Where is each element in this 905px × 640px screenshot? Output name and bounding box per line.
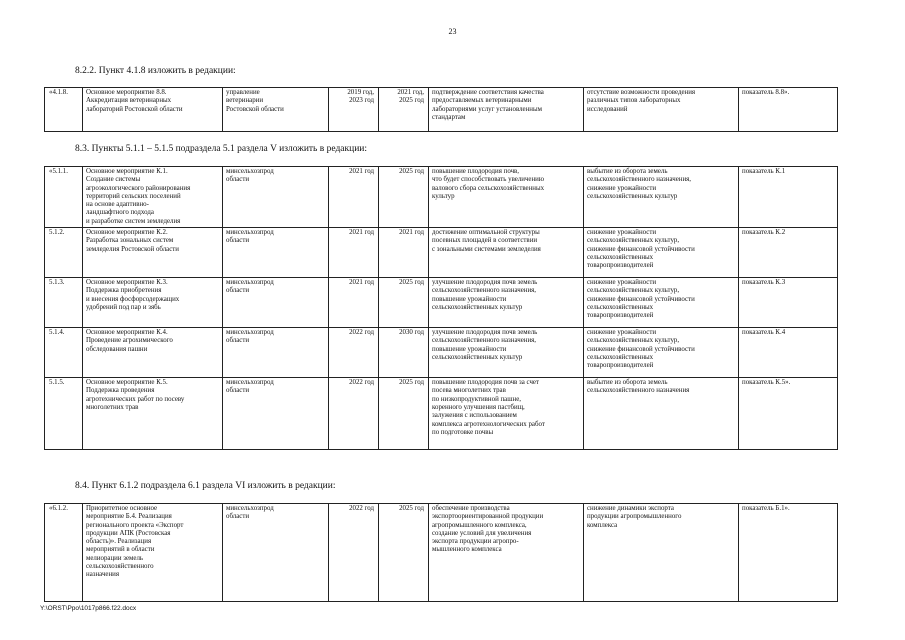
cell-indicator-link: показатель К.3	[739, 278, 838, 328]
cell-item-number: 5.1.4.	[45, 328, 83, 378]
cell-item-number: «6.1.2.	[45, 504, 83, 602]
cell-expected-result: улучшение плодородия почв земель сельскохозяйственного назначения, повышение урожайности сельскохозяйственных культур	[429, 328, 584, 378]
cell-executor: минсельхозпрод области	[223, 378, 329, 450]
cell-end-year: 2025 год	[379, 278, 429, 328]
cell-consequence: выбытие из оборота земель сельскохозяйственного назначения	[584, 378, 739, 450]
cell-end-year: 2025 год	[379, 504, 429, 602]
cell-end-year: 2025 год	[379, 378, 429, 450]
cell-expected-result: достижение оптимальной структуры посевных площадей в соответствии с зональными системами земледелия	[429, 228, 584, 278]
cell-item-number: 5.1.5.	[45, 378, 83, 450]
table-row	[45, 278, 838, 328]
table-row	[45, 504, 838, 602]
cell-start-year: 2021 год	[329, 228, 379, 278]
cell-measure-name: Основное мероприятие К.3. Поддержка приобретения и внесения фосфорсодержащих удобрений под пар и зябь	[83, 278, 223, 328]
cell-start-year: 2021 год	[329, 278, 379, 328]
cell-measure-name: Основное мероприятие К.5. Поддержка проведения агротехнических работ по посеву многолетних трав	[83, 378, 223, 450]
cell-expected-result: повышение плодородия почв за счет посева многолетних трав по низкопродуктивной пашне, коренного улучшения пастбищ, залужения с использованием комплекса агротехнологических работ по подготовке почвы	[429, 378, 584, 450]
cell-start-year: 2021 год	[329, 167, 379, 228]
table-section-8-3	[44, 166, 838, 450]
cell-start-year: 2022 год	[329, 504, 379, 602]
cell-indicator-link: показатель К.4	[739, 328, 838, 378]
cell-executor: минсельхозпрод области	[223, 328, 329, 378]
cell-executor: управление ветеринарии Ростовской области	[223, 88, 329, 132]
section-heading: 8.4. Пункт 6.1.2 подраздела 6.1 раздела VI изложить в редакции:	[75, 481, 336, 491]
cell-indicator-link: показатель К.1	[739, 167, 838, 228]
cell-indicator-link: показатель К.5».	[739, 378, 838, 450]
cell-measure-name: Основное мероприятие 8.8. Аккредитация ветеринарных лабораторий Ростовской области	[83, 88, 223, 132]
cell-item-number: «4.1.8.	[45, 88, 83, 132]
cell-executor: минсельхозпрод области	[223, 228, 329, 278]
table-row	[45, 328, 838, 378]
cell-item-number: «5.1.1.	[45, 167, 83, 228]
page-number: 23	[448, 27, 457, 36]
cell-indicator-link: показатель 8.8».	[739, 88, 838, 132]
table-section-8-4	[44, 503, 838, 602]
table-row	[45, 167, 838, 228]
cell-executor: минсельхозпрод области	[223, 167, 329, 228]
cell-consequence: снижение урожайности сельскохозяйственных культур, снижение финансовой устойчивости сельскохозяйственных товаропроизводителей	[584, 328, 739, 378]
cell-measure-name: Основное мероприятие К.2. Разработка зональных систем земледелия Ростовской области	[83, 228, 223, 278]
cell-expected-result: обеспечение производства экспортоориентированной продукции агропромышленного комплекса, создание условий для увеличения экспорта продукции агропро- мышленного комплекса	[429, 504, 584, 602]
cell-consequence: снижение динамики экспорта продукции агропромышленного комплекса	[584, 504, 739, 602]
cell-measure-name: Приоритетное основное мероприятие Б.4. Реализация регионального проекта «Экспорт продукции АПК (Ростовская область)». Реализация мероприятий в области мелиорации земель сельскохозяйственного назначения	[83, 504, 223, 602]
cell-end-year: 2030 год	[379, 328, 429, 378]
cell-end-year: 2025 год	[379, 167, 429, 228]
cell-start-year: 2022 год	[329, 378, 379, 450]
cell-measure-name: Основное мероприятие К.1. Создание системы агроэкологического районирования территорий сельских поселений на основе адаптивно- ландшафтного подхода и разработке систем земледелия	[83, 167, 223, 228]
cell-expected-result: улучшение плодородия почв земель сельскохозяйственного назначения, повышение урожайности сельскохозяйственных культур	[429, 278, 584, 328]
cell-item-number: 5.1.3.	[45, 278, 83, 328]
section-heading: 8.2.2. Пункт 4.1.8 изложить в редакции:	[75, 66, 236, 76]
table-row	[45, 378, 838, 450]
section-heading: 8.3. Пункты 5.1.1 – 5.1.5 подраздела 5.1 раздела V изложить в редакции:	[75, 144, 368, 154]
cell-start-year: 2022 год	[329, 328, 379, 378]
cell-end-year: 2021 год	[379, 228, 429, 278]
cell-item-number: 5.1.2.	[45, 228, 83, 278]
cell-consequence: выбытие из оборота земель сельскохозяйственного назначения, снижение урожайности сельскохозяйственных культур	[584, 167, 739, 228]
cell-indicator-link: показатель К.2	[739, 228, 838, 278]
cell-executor: минсельхозпрод области	[223, 278, 329, 328]
cell-consequence: снижение урожайности сельскохозяйственных культур, снижение финансовой устойчивости сельскохозяйственных товаропроизводителей	[584, 228, 739, 278]
cell-indicator-link: показатель Б.1».	[739, 504, 838, 602]
cell-start-year: 2019 год, 2023 год	[329, 88, 379, 132]
table-row	[45, 88, 838, 132]
cell-consequence: отсутствие возможности проведения различных типов лабораторных исследований	[584, 88, 739, 132]
cell-expected-result: повышение плодородия почв, что будет способствовать увеличению валового сбора сельскохозяйственных культур	[429, 167, 584, 228]
cell-measure-name: Основное мероприятие К.4. Проведение агрохимического обследования пашни	[83, 328, 223, 378]
table-row	[45, 228, 838, 278]
cell-executor: минсельхозпрод области	[223, 504, 329, 602]
cell-consequence: снижение урожайности сельскохозяйственных культур, снижение финансовой устойчивости сельскохозяйственных товаропроизводителей	[584, 278, 739, 328]
cell-expected-result: подтверждение соответствия качества предоставляемых ветеринарными лабораториями услуг установленным стандартам	[429, 88, 584, 132]
cell-end-year: 2021 год, 2025 год	[379, 88, 429, 132]
file-path-footer: Y:\ORST\Ppo\1017p866.f22.docx	[40, 605, 137, 612]
table-section-8-2-2	[44, 87, 838, 132]
